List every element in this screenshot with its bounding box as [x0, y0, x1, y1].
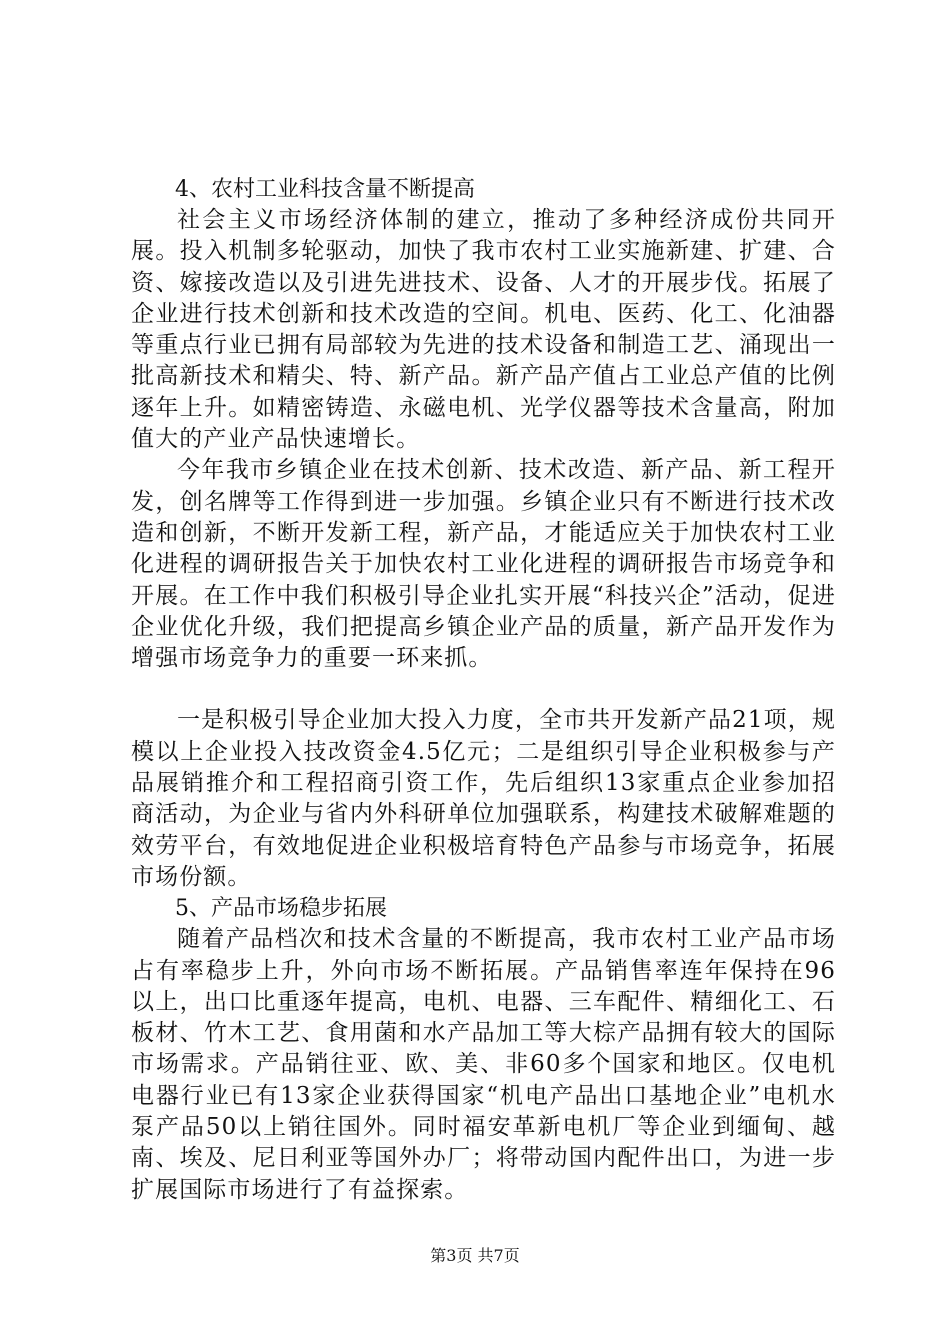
- paragraph: 随着产品档次和技术含量的不断提高，我市农村工业产品市场占有率稳步上升，外向市场不断拓展。产品销售率连年保持在96以上，出口比重逐年提高，电机、电器、三车配件、精细化工、石板材、竹木工艺、食用菌和水产品加工等大棕产品拥有较大的国际市场需求。产品销往亚、欧、美、非60多个国家和地区。仅电机电器行业已有13家企业获得国家“机电产品出口基地企业”电机水泵产品50以上销往国外。同时福安革新电机厂等企业到缅甸、越南、埃及、尼日利亚等国外办厂；将带动国内配件出口，为进一步扩展国际市场进行了有益探索。: [131, 926, 836, 1203]
- page-number-footer: 第3页 共7页: [430, 1246, 520, 1265]
- paragraph: 今年我市乡镇企业在技术创新、技术改造、新产品、新工程开发，创名牌等工作得到进一步加强。乡镇企业只有不断进行技术改造和创新，不断开发新工程，新产品，才能适应关于加快农村工业化进程的调研报告关于加快农村工业化进程的调研报告市场竞争和开展。在工作中我们积极引导企业扎实开展“科技兴企”活动，促进企业优化升级，我们把提高乡镇企业产品的质量，新产品开发作为增强市场竞争力的重要一环来抓。: [131, 457, 836, 672]
- paragraph: 一是积极引导企业加大投入力度，全市共开发新产品21项，规模以上企业投入技改资金4.5亿元；二是组织引导企业积极参与产品展销推介和工程招商引资工作，先后组织13家重点企业参加招商活动，为企业与省内外科研单位加强联系，构建技术破解难题的效劳平台，有效地促进企业积极培育特色产品参与市场竞争，拓展市场份额。: [131, 707, 836, 890]
- section-heading-4: 4、农村工业科技含量不断提高: [175, 177, 475, 202]
- section-heading-5: 5、产品市场稳步拓展: [175, 896, 387, 922]
- paragraph-gap: [131, 674, 836, 705]
- paragraph: 社会主义市场经济体制的建立，推动了多种经济成份共同开展。投入机制多轮驱动，加快了我市农村工业实施新建、扩建、合资、嫁接改造以及引进先进技术、设备、人才的开展步伐。拓展了企业进行技术创新和技术改造的空间。机电、医药、化工、化油器等重点行业已拥有局部较为先进的技术设备和制造工艺、涌现出一批高新技术和精尖、特、新产品。新产品产值占工业总产值的比例逐年上升。如精密铸造、永磁电机、光学仪器等技术含量高，附加值大的产业产品快速增长。: [131, 207, 836, 453]
- document-body: [131, 174, 836, 1206]
